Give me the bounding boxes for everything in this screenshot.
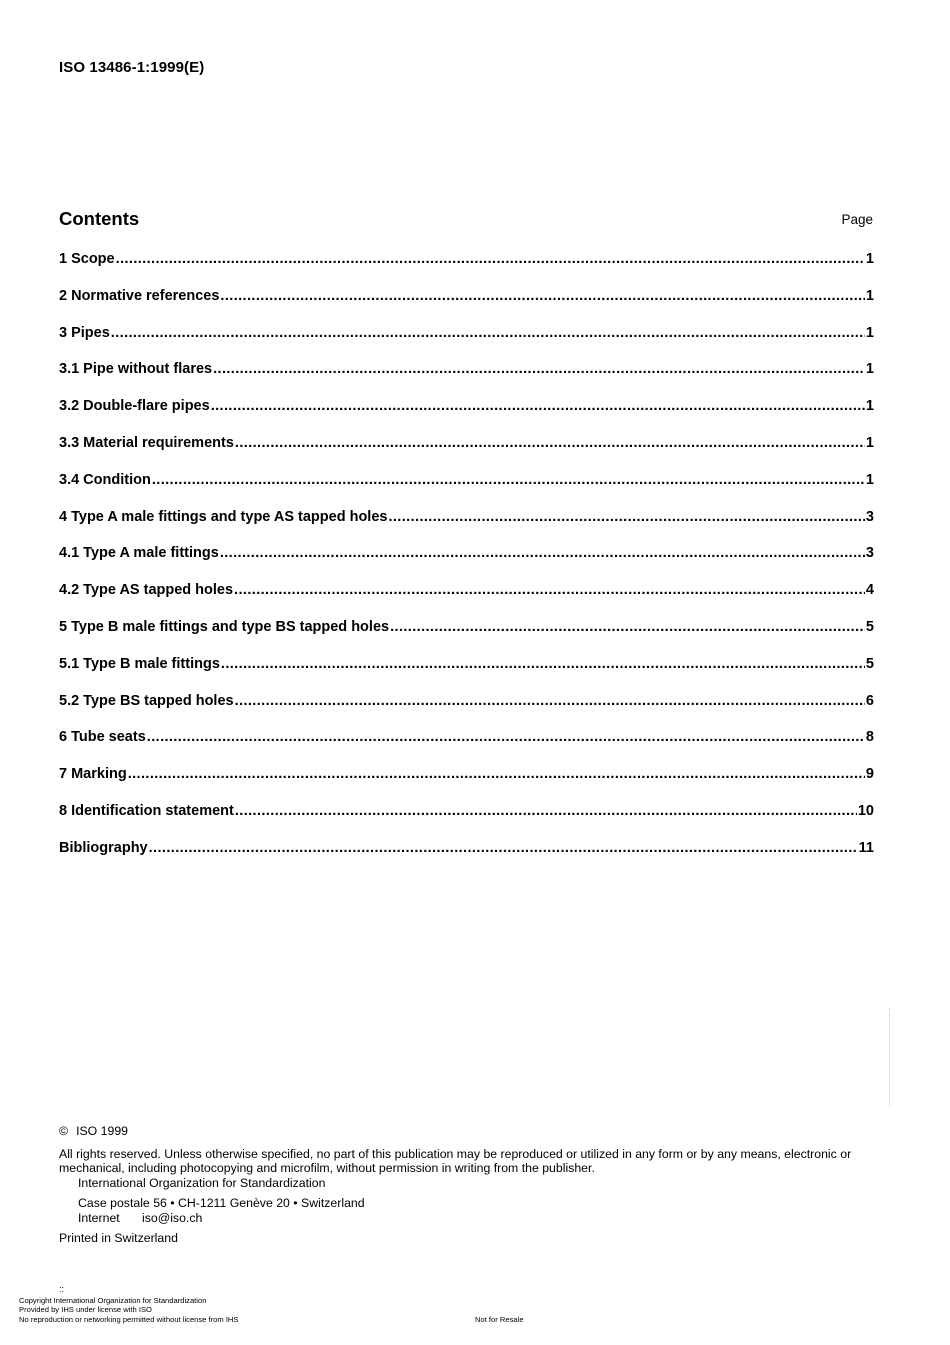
toc-leader-dots [149, 840, 858, 856]
toc-entry-pipe-without-flares[interactable] [59, 361, 874, 398]
copyright-year: ISO 1999 [76, 1124, 129, 1138]
toc-entry-title: 8 Identification statement [59, 802, 234, 819]
table-of-contents [59, 251, 874, 877]
toc-entry-page: 3 [865, 508, 874, 525]
toc-entry-marking[interactable] [59, 766, 874, 803]
toc-leader-dots [152, 472, 865, 488]
toc-entry-title: 5.1 Type B male fittings [59, 655, 220, 672]
toc-entry-page: 9 [865, 766, 874, 783]
toc-entry-condition[interactable] [59, 472, 874, 509]
copyright-year-line [59, 1124, 877, 1139]
toc-leader-dots [211, 398, 865, 414]
toc-leader-dots [221, 656, 865, 672]
toc-leader-dots [388, 509, 864, 525]
toc-entry-pipes[interactable] [59, 325, 874, 362]
toc-entry-title: 4.1 Type A male fittings [59, 545, 219, 562]
toc-entry-page: 1 [865, 251, 874, 267]
toc-leader-dots [234, 582, 865, 598]
toc-entry-title: 5 Type B male fittings and type BS tapped holes [59, 618, 390, 635]
toc-entry-identification-statement[interactable] [59, 803, 874, 840]
internet-email-link[interactable]: iso@iso.ch [142, 1210, 203, 1225]
footer-not-for-resale: Not for Resale [475, 1315, 524, 1324]
margin-mark [889, 1008, 891, 1106]
toc-entry-page: 5 [865, 618, 874, 635]
toc-entry-bibliography[interactable] [59, 840, 874, 877]
toc-entry-page: 5 [865, 655, 874, 672]
copyright-icon: © [59, 1124, 69, 1138]
footer-line-provider: Provided by IHS under license with ISO [19, 1305, 152, 1315]
footer-line-restriction: No reproduction or networking permitted without license from IHS [19, 1314, 239, 1324]
toc-entry-title: 6 Tube seats [59, 729, 146, 746]
toc-entry-title: 3.4 Condition [59, 471, 151, 488]
contents-heading: Contents [59, 208, 140, 229]
toc-entry-page: 1 [865, 434, 874, 451]
toc-entry-type-bs-tapped-holes[interactable] [59, 693, 874, 730]
toc-entry-type-as-tapped-holes[interactable] [59, 582, 874, 619]
toc-entry-page: 3 [865, 545, 874, 562]
toc-entry-page: 11 [858, 839, 874, 856]
organization-name: International Organization for Standardization [78, 1175, 326, 1190]
toc-leader-dots [213, 361, 865, 377]
toc-leader-dots [235, 803, 857, 819]
internet-label: Internet [78, 1210, 120, 1225]
page-column-label: Page [841, 212, 873, 227]
internet-line [59, 1211, 877, 1226]
toc-entry-title: 3.2 Double-flare pipes [59, 398, 210, 415]
footer-license-notice [19, 1296, 238, 1324]
toc-entry-page: 4 [865, 582, 874, 599]
toc-leader-dots [128, 766, 865, 782]
toc-entry-title: 3.3 Material requirements [59, 434, 234, 451]
toc-leader-dots [220, 545, 865, 561]
toc-leader-dots [390, 619, 865, 635]
toc-leader-dots [235, 693, 865, 709]
toc-entry-page: 6 [865, 692, 874, 709]
toc-leader-dots [147, 729, 865, 745]
toc-entry-title: 5.2 Type BS tapped holes [59, 692, 234, 709]
footer-line-copyright: Copyright International Organization for Standardization [19, 1296, 207, 1305]
toc-entry-material-requirements[interactable] [59, 435, 874, 472]
toc-entry-type-b-male-fittings[interactable] [59, 656, 874, 693]
toc-entry-scope[interactable] [59, 251, 874, 288]
toc-entry-page: 1 [865, 287, 874, 304]
toc-leader-dots [235, 435, 865, 451]
toc-entry-title: 3.1 Pipe without flares [59, 361, 213, 378]
toc-entry-page: 10 [857, 802, 874, 819]
toc-leader-dots [111, 325, 865, 341]
copyright-notice [59, 1124, 877, 1246]
toc-entry-title: 4.2 Type AS tapped holes [59, 582, 234, 599]
toc-entry-tube-seats[interactable] [59, 729, 874, 766]
toc-entry-page: 1 [865, 361, 874, 378]
printed-location: Printed in Switzerland [59, 1231, 178, 1245]
document-id-header: ISO 13486-1:1999(E) [59, 59, 205, 76]
toc-entry-normative-references[interactable] [59, 288, 874, 325]
toc-entry-double-flare-pipes[interactable] [59, 398, 874, 435]
toc-entry-type-a-male-fittings[interactable] [59, 545, 874, 582]
toc-entry-title: 1 Scope [59, 251, 115, 267]
rights-statement: All rights reserved. Unless otherwise specified, no part of this publication may be reproduced or utilized in any form or by any means, electronic or mechanical, including photocopying and microfilm, without permission in writing from the publisher. [59, 1146, 852, 1175]
toc-entry-type-b-fittings-and-holes[interactable] [59, 619, 874, 656]
toc-entry-title: 3 Pipes [59, 324, 110, 341]
footer-mark: :: [59, 1284, 65, 1294]
toc-entry-page: 1 [865, 398, 874, 415]
toc-leader-dots [220, 288, 865, 304]
organization-address: Case postale 56 • CH-1211 Genève 20 • Switzerland [78, 1196, 365, 1210]
toc-entry-page: 8 [865, 729, 874, 746]
toc-entry-type-a-fittings-and-holes[interactable] [59, 509, 874, 546]
toc-leader-dots [116, 251, 865, 267]
toc-entry-title: 2 Normative references [59, 287, 220, 304]
toc-entry-page: 1 [865, 324, 874, 341]
toc-entry-title: 7 Marking [59, 766, 127, 783]
toc-entry-page: 1 [865, 471, 874, 488]
toc-entry-title: 4 Type A male fittings and type AS tapped holes [59, 508, 388, 525]
toc-entry-title: Bibliography [59, 839, 148, 856]
